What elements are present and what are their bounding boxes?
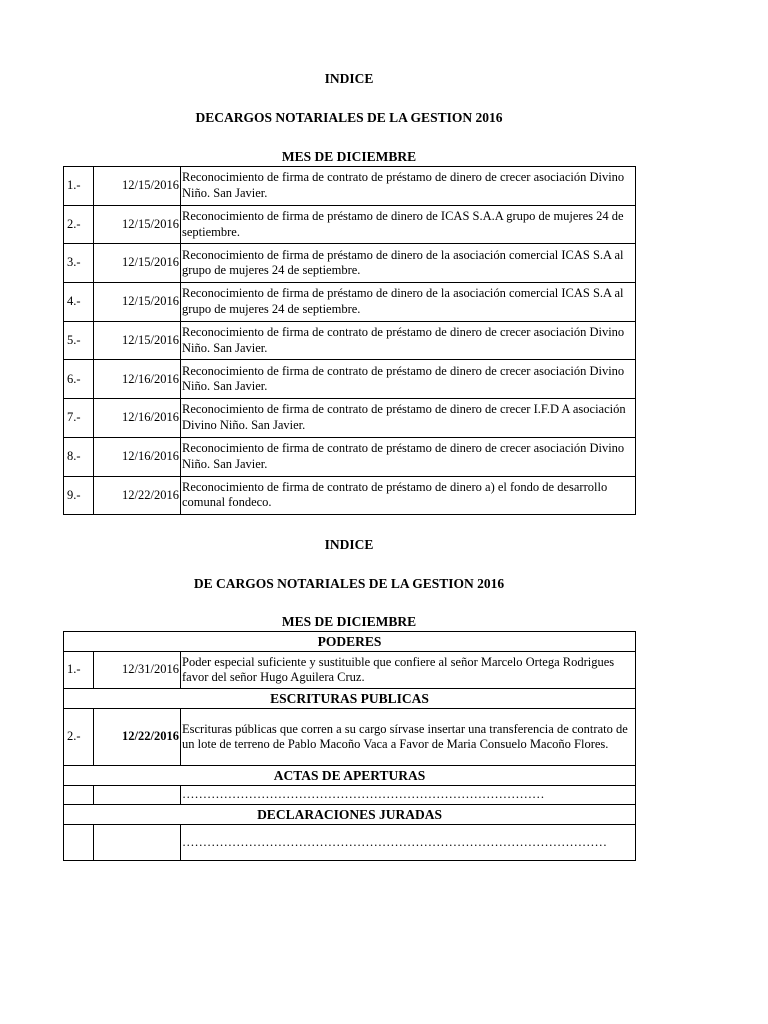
row-description: Reconocimiento de firma de préstamo de dinero de ICAS S.A.A grupo de mujeres 24 de septiembre. — [181, 205, 636, 244]
table-row — [64, 321, 636, 360]
table-row — [64, 786, 636, 805]
row-description: Reconocimiento de firma de contrato de préstamo de dinero de crecer asociación Divino Niño. San Javier. — [181, 437, 636, 476]
second-index-title: INDICE — [324, 537, 374, 552]
declaraciones-header: DECLARACIONES JURADAS — [64, 805, 636, 825]
row-number: 5.- — [64, 321, 94, 360]
row-description: Reconocimiento de firma de contrato de préstamo de dinero de crecer asociación Divino Niño. San Javier. — [181, 321, 636, 360]
row-description: Poder especial suficiente y sustituible que confiere al señor Marcelo Ortega Rodrigues favor del señor Hugo Aguilera Cruz. — [181, 652, 636, 689]
row-description: Reconocimiento de firma de contrato de préstamo de dinero de crecer asociación Divino Niño. San Javier. — [181, 360, 636, 399]
first-index-subtitle: DECARGOS NOTARIALES DE LA GESTION 2016 — [195, 110, 503, 125]
row-number: 6.- — [64, 360, 94, 399]
row-date: 12/15/2016 — [94, 205, 181, 244]
row-number: 9.- — [64, 476, 94, 515]
row-date: 12/15/2016 — [94, 167, 181, 206]
second-index-month: MES DE DICIEMBRE — [281, 614, 417, 629]
row-date — [94, 825, 181, 861]
row-number: 4.- — [64, 283, 94, 322]
table-row — [64, 360, 636, 399]
table-row — [64, 167, 636, 206]
second-index-subtitle: DE CARGOS NOTARIALES DE LA GESTION 2016 — [193, 576, 505, 591]
actas-dots: …………………………………………………………………………… — [181, 786, 636, 805]
row-date: 12/16/2016 — [94, 360, 181, 399]
first-index-table-body — [64, 167, 636, 515]
row-number: 8.- — [64, 437, 94, 476]
second-index-table — [63, 631, 636, 861]
row-date: 12/22/2016 — [94, 709, 181, 766]
row-number: 3.- — [64, 244, 94, 283]
table-row — [64, 476, 636, 515]
table-row — [64, 709, 636, 766]
row-description: Escrituras públicas que corren a su cargo sírvase insertar una transferencia de contrato de un lote de terreno de Pablo Macoño Vaca a Favor de Maria Consuelo Macoño Flores. — [181, 709, 636, 766]
row-date: 12/15/2016 — [94, 244, 181, 283]
row-date: 12/15/2016 — [94, 321, 181, 360]
declaraciones-dots: ………………………………………………………………………………………… — [181, 825, 636, 861]
row-description: Reconocimiento de firma de contrato de préstamo de dinero de crecer asociación Divino Niño. San Javier. — [181, 167, 636, 206]
first-index-table — [63, 166, 636, 515]
poderes-section-row — [64, 632, 636, 652]
actas-header: ACTAS DE APERTURAS — [64, 766, 636, 786]
row-description: Reconocimiento de firma de préstamo de dinero de la asociación comercial ICAS S.A al grupo de mujeres 24 de septiembre. — [181, 283, 636, 322]
first-index-month: MES DE DICIEMBRE — [281, 149, 417, 164]
row-description: Reconocimiento de firma de préstamo de dinero de la asociación comercial ICAS S.A al grupo de mujeres 24 de septiembre. — [181, 244, 636, 283]
row-number: 7.- — [64, 399, 94, 438]
table-row — [64, 437, 636, 476]
table-row — [64, 399, 636, 438]
table-row — [64, 244, 636, 283]
row-date — [94, 786, 181, 805]
row-description: Reconocimiento de firma de contrato de préstamo de dinero de crecer I.F.D A asociación Divino Niño. San Javier. — [181, 399, 636, 438]
escrituras-header: ESCRITURAS PUBLICAS — [64, 689, 636, 709]
escrituras-section-row — [64, 689, 636, 709]
row-number: 1.- — [64, 652, 94, 689]
row-number — [64, 825, 94, 861]
row-number — [64, 786, 94, 805]
row-number: 2.- — [64, 709, 94, 766]
row-date: 12/22/2016 — [94, 476, 181, 515]
actas-section-row — [64, 766, 636, 786]
row-description: Reconocimiento de firma de contrato de préstamo de dinero a) el fondo de desarrollo comunal fondeco. — [181, 476, 636, 515]
table-row — [64, 205, 636, 244]
table-row — [64, 283, 636, 322]
row-date: 12/31/2016 — [94, 652, 181, 689]
table-row — [64, 652, 636, 689]
row-date: 12/16/2016 — [94, 437, 181, 476]
row-number: 1.- — [64, 167, 94, 206]
row-date: 12/16/2016 — [94, 399, 181, 438]
declaraciones-section-row — [64, 805, 636, 825]
table-row — [64, 825, 636, 861]
row-date: 12/15/2016 — [94, 283, 181, 322]
poderes-header: PODERES — [64, 632, 636, 652]
row-number: 2.- — [64, 205, 94, 244]
first-index-title: INDICE — [324, 71, 374, 86]
